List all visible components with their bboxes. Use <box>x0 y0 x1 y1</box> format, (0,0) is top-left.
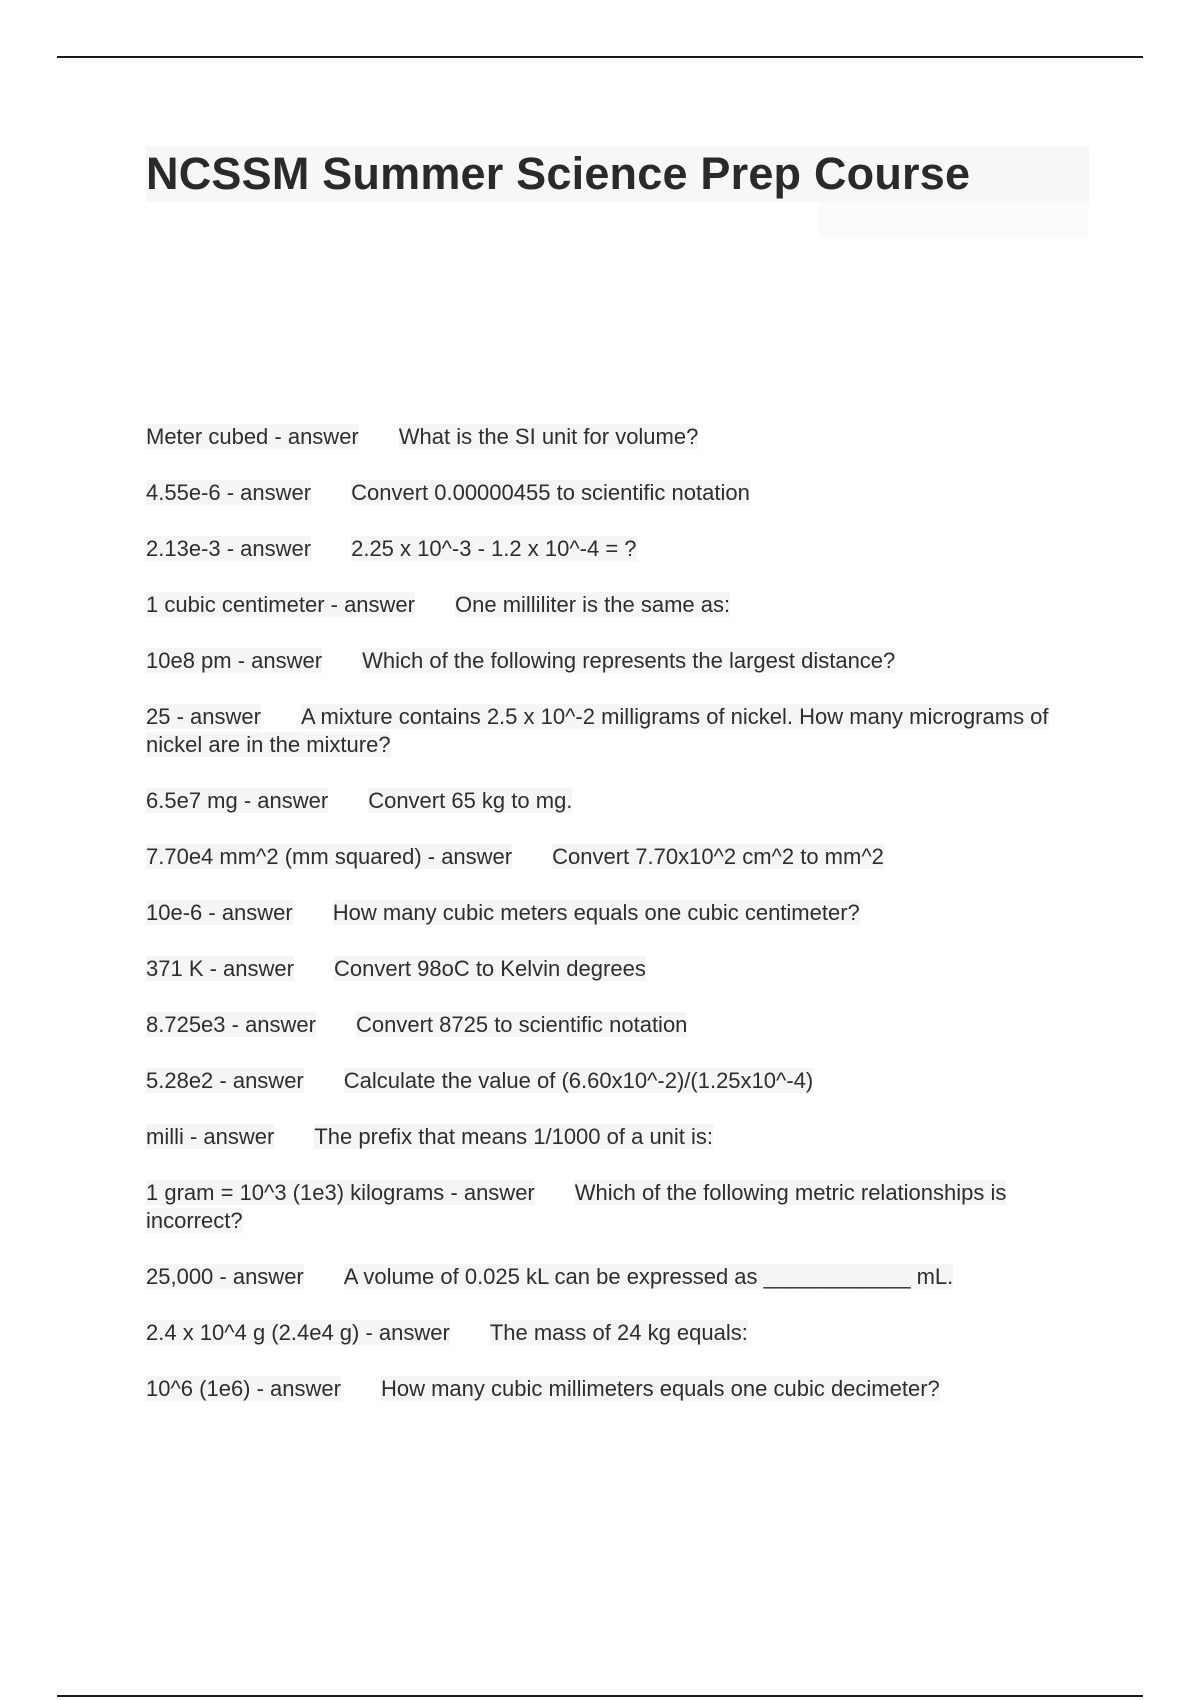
question-text: Convert 65 kg to mg. <box>368 788 573 813</box>
answer-text: 1 cubic centimeter - answer <box>146 592 415 617</box>
answer-text: 371 K - answer <box>146 956 294 981</box>
qa-item <box>146 479 1096 507</box>
page-title: NCSSM Summer Science Prep Course <box>146 148 971 199</box>
qa-item <box>146 1263 1096 1291</box>
bottom-rule <box>57 1695 1143 1697</box>
answer-text: 25 - answer <box>146 704 261 729</box>
qa-item <box>146 843 1096 871</box>
question-text: The mass of 24 kg equals: <box>489 1320 748 1345</box>
qa-item <box>146 1011 1096 1039</box>
qa-item <box>146 1319 1096 1347</box>
qa-item <box>146 899 1096 927</box>
question-text: Convert 7.70x10^2 cm^2 to mm^2 <box>552 844 884 869</box>
answer-text: 4.55e-6 - answer <box>146 480 312 505</box>
answer-text: milli - answer <box>146 1124 275 1149</box>
qa-item <box>146 535 1096 563</box>
qa-item <box>146 703 1096 759</box>
answer-text: 2.13e-3 - answer <box>146 536 312 561</box>
answer-text: 6.5e7 mg - answer <box>146 788 329 813</box>
answer-text: 8.725e3 - answer <box>146 1012 316 1037</box>
question-text: How many cubic millimeters equals one cubic decimeter? <box>380 1376 940 1401</box>
question-text: Convert 8725 to scientific notation <box>356 1012 688 1037</box>
answer-text: Meter cubed - answer <box>146 424 359 449</box>
answer-text: 10e8 pm - answer <box>146 648 323 673</box>
qa-item <box>146 423 1096 451</box>
question-text: A mixture contains 2.5 x 10^-2 milligrams of nickel. How many micrograms of nickel are in the mixture? <box>146 704 1049 757</box>
question-text: The prefix that means 1/1000 of a unit is: <box>314 1124 714 1149</box>
answer-text: 5.28e2 - answer <box>146 1068 304 1093</box>
question-text: Which of the following metric relationships is incorrect? <box>146 1180 1007 1233</box>
qa-item <box>146 787 1096 815</box>
top-rule <box>57 56 1143 58</box>
question-text: Convert 0.00000455 to scientific notation <box>351 480 750 505</box>
qa-item <box>146 1179 1096 1235</box>
question-text: Calculate the value of (6.60x10^-2)/(1.25x10^-4) <box>343 1068 814 1093</box>
qa-list <box>146 423 1096 1431</box>
answer-text: 10^6 (1e6) - answer <box>146 1376 341 1401</box>
qa-item <box>146 1375 1096 1403</box>
qa-item <box>146 647 1096 675</box>
question-text: 2.25 x 10^-3 - 1.2 x 10^-4 = ? <box>351 536 637 561</box>
question-text: Which of the following represents the largest distance? <box>362 648 896 673</box>
question-text: Convert 98oC to Kelvin degrees <box>333 956 646 981</box>
qa-item <box>146 591 1096 619</box>
question-text: One milliliter is the same as: <box>455 592 731 617</box>
question-text: What is the SI unit for volume? <box>398 424 699 449</box>
answer-text: 25,000 - answer <box>146 1264 304 1289</box>
answer-text: 1 gram = 10^3 (1e3) kilograms - answer <box>146 1180 535 1205</box>
question-text: A volume of 0.025 kL can be expressed as ____________ mL. <box>343 1264 954 1289</box>
qa-item <box>146 1067 1096 1095</box>
qa-item <box>146 1123 1096 1151</box>
qa-item <box>146 955 1096 983</box>
answer-text: 7.70e4 mm^2 (mm squared) - answer <box>146 844 513 869</box>
answer-text: 10e-6 - answer <box>146 900 293 925</box>
title-highlight-tail <box>818 202 1089 238</box>
answer-text: 2.4 x 10^4 g (2.4e4 g) - answer <box>146 1320 450 1345</box>
question-text: How many cubic meters equals one cubic centimeter? <box>332 900 860 925</box>
